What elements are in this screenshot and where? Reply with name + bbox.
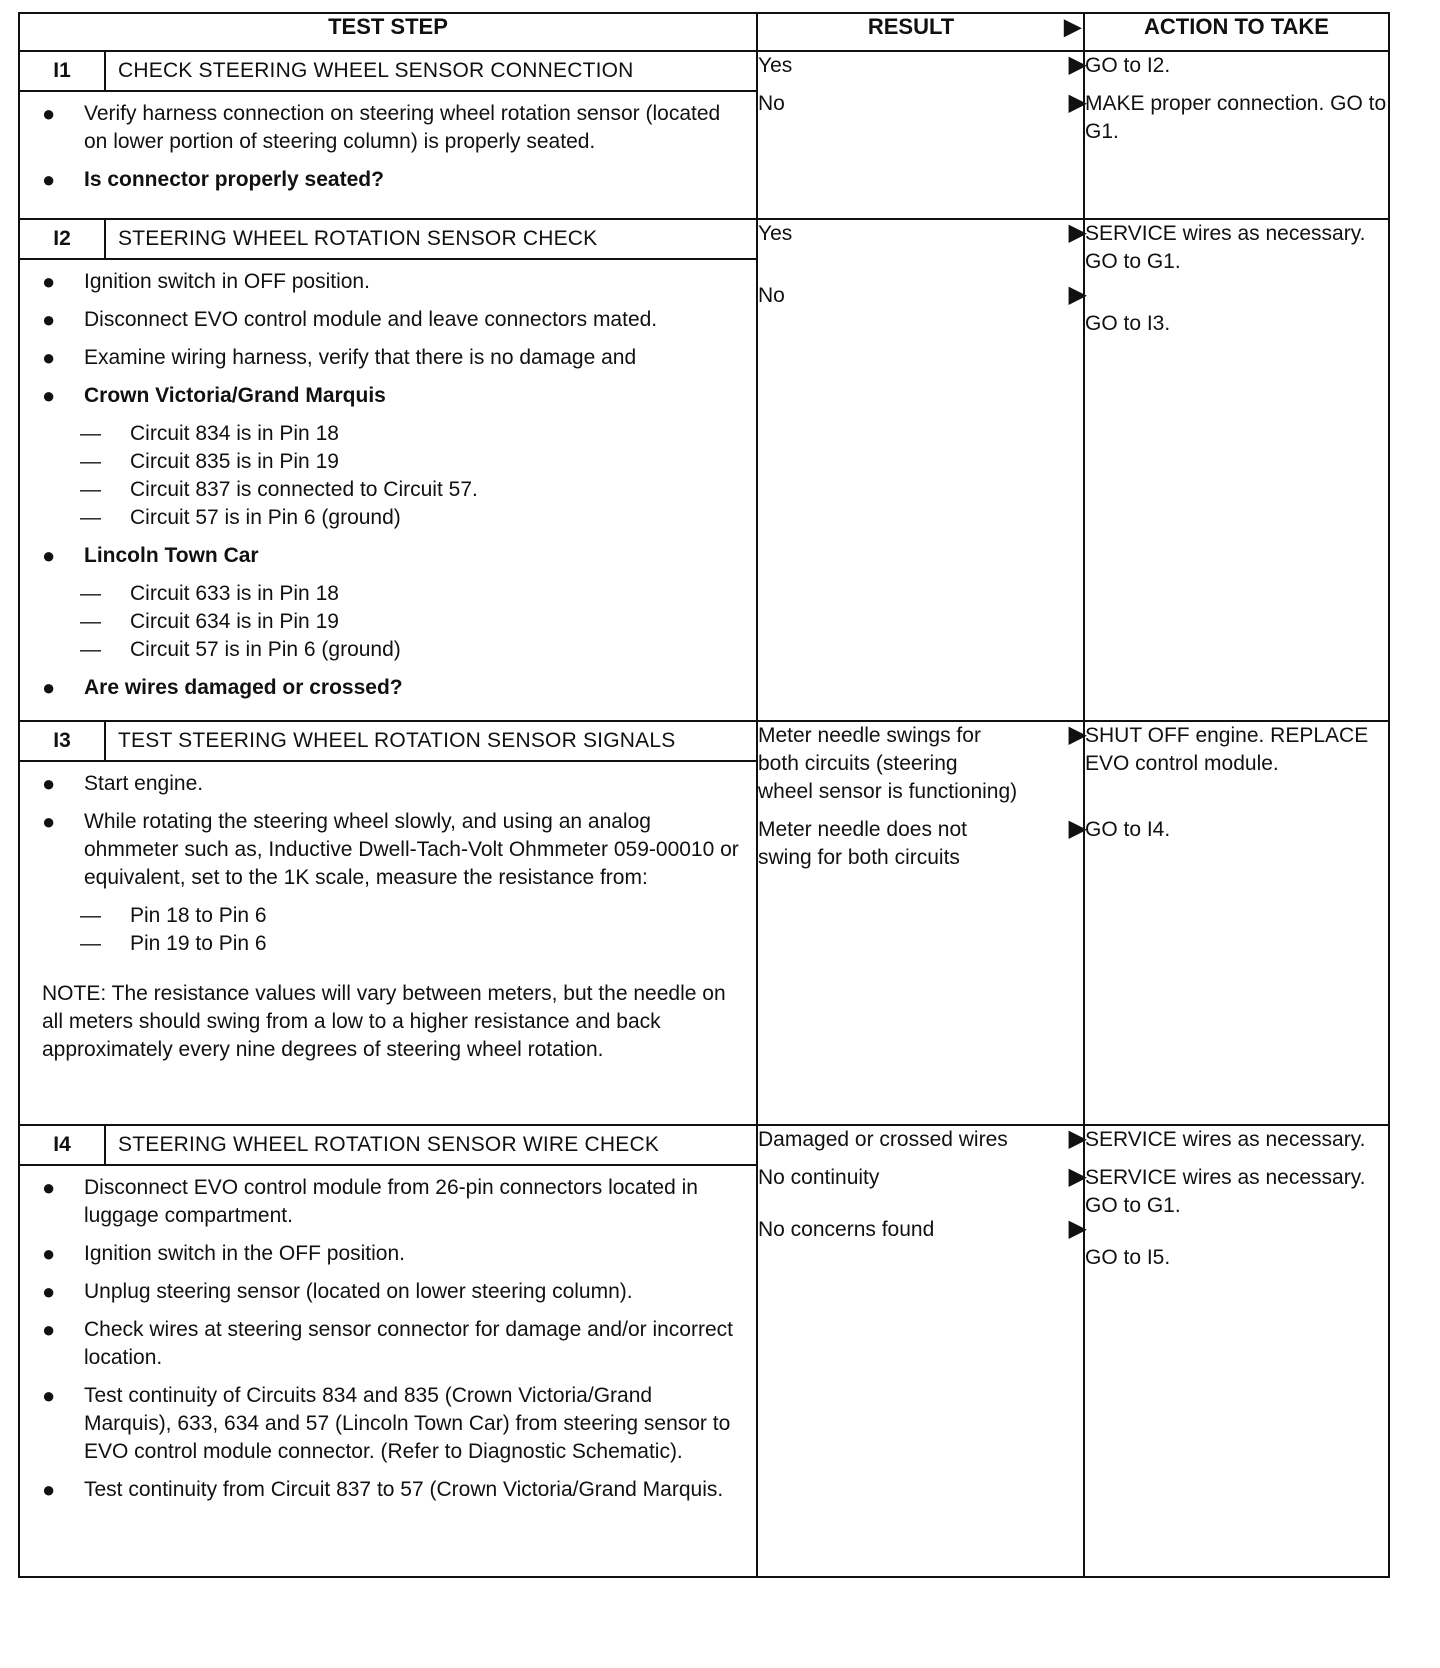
result-item xyxy=(758,1163,1087,1192)
list-item xyxy=(38,382,740,410)
bullet-icon: ● xyxy=(42,1477,56,1502)
list-item xyxy=(38,808,740,892)
test-step-cell xyxy=(19,1125,757,1577)
dash-icon: — xyxy=(80,610,101,633)
action-text: GO to I3. xyxy=(1085,312,1171,335)
arrow-icon: ▶ xyxy=(1068,281,1087,308)
step-id: I3 xyxy=(20,722,106,760)
result-item xyxy=(758,219,1087,248)
step-header xyxy=(20,52,756,92)
step-body xyxy=(20,92,756,212)
bullet-text: Ignition switch in the OFF position. xyxy=(84,1242,405,1265)
bullet-text: Start engine. xyxy=(84,772,204,795)
bullet-text: Disconnect EVO control module and leave connectors mated. xyxy=(84,308,658,331)
step-title: TEST STEERING WHEEL ROTATION SENSOR SIGNALS xyxy=(118,729,676,752)
bullet-text: Lincoln Town Car xyxy=(84,544,259,567)
list-item xyxy=(38,268,740,296)
diagnostic-table xyxy=(18,12,1390,1578)
result-item xyxy=(758,89,1087,118)
bullet-icon: ● xyxy=(42,809,56,834)
bullet-icon: ● xyxy=(42,383,56,408)
test-step-cell xyxy=(19,51,757,219)
sub-item-text: Pin 19 to Pin 6 xyxy=(130,932,267,955)
header-test-step: TEST STEP xyxy=(19,13,757,51)
result-cell xyxy=(757,1125,1087,1577)
bullet-icon: ● xyxy=(42,1241,56,1266)
bullet-icon: ● xyxy=(42,1317,56,1342)
action-text: GO to I5. xyxy=(1085,1246,1171,1269)
result-text: Damaged or crossed wires xyxy=(758,1128,1008,1151)
result-cell xyxy=(757,219,1087,721)
step-header xyxy=(20,722,756,762)
list-item xyxy=(38,1240,740,1268)
result-item xyxy=(758,1215,1087,1244)
action-text: SERVICE wires as necessary. xyxy=(1085,1128,1366,1151)
result-item xyxy=(758,1125,1087,1154)
result-item xyxy=(758,815,1087,872)
action-cell xyxy=(1084,1125,1389,1577)
dash-icon: — xyxy=(80,904,101,927)
list-item xyxy=(38,770,740,798)
test-step-cell xyxy=(19,219,757,721)
result-text: No continuity xyxy=(758,1166,880,1189)
sub-item-text: Circuit 634 is in Pin 19 xyxy=(130,610,339,633)
result-text: Yes xyxy=(758,222,793,245)
step-body xyxy=(20,762,756,1072)
arrow-icon: ▶ xyxy=(1064,14,1081,39)
dash-icon: — xyxy=(80,450,101,473)
bullet-text: Test continuity from Circuit 837 to 57 (Crown Victoria/Grand Marquis. xyxy=(84,1478,724,1501)
step-id: I2 xyxy=(20,220,106,258)
list-item xyxy=(38,1316,740,1372)
action-text: MAKE proper connection. GO to G1. xyxy=(1085,92,1387,143)
step-body xyxy=(20,260,756,720)
result-item xyxy=(758,721,1087,806)
result-text: Meter needle does not swing for both circuits xyxy=(758,818,967,869)
step-header xyxy=(20,220,756,260)
bullet-text: Disconnect EVO control module from 26-pin connectors located in luggage compartment. xyxy=(84,1176,698,1227)
list-item xyxy=(38,306,740,334)
bullet-text: While rotating the steering wheel slowly, and using an analog ohmmeter such as, Inductive Dwell-Tach-Volt Ohmmeter 059-00010 or equivalent, set to the 1K scale, measure the resistance from: xyxy=(84,810,739,889)
table-row xyxy=(19,219,1389,721)
sub-item xyxy=(80,504,740,532)
diagnostic-page xyxy=(18,12,1388,1578)
list-item xyxy=(38,100,740,156)
dash-icon: — xyxy=(80,478,101,501)
arrow-icon: ▶ xyxy=(1068,721,1087,748)
bullet-text: Unplug steering sensor (located on lower steering column). xyxy=(84,1280,633,1303)
sub-item-text: Circuit 633 is in Pin 18 xyxy=(130,582,339,605)
bullet-icon: ● xyxy=(42,269,56,294)
sub-item xyxy=(80,420,740,448)
sub-item xyxy=(80,636,740,664)
dash-icon: — xyxy=(80,506,101,529)
list-item xyxy=(38,542,740,570)
action-cell xyxy=(1084,51,1389,219)
list-item xyxy=(38,1174,740,1230)
list-item xyxy=(38,1476,740,1504)
result-text: No xyxy=(758,92,785,115)
result-cell xyxy=(757,721,1087,1125)
bullet-text: Examine wiring harness, verify that there is no damage and xyxy=(84,346,637,369)
sub-item xyxy=(80,930,740,958)
sub-item xyxy=(80,476,740,504)
bullet-icon: ● xyxy=(42,543,56,568)
bullet-icon: ● xyxy=(42,771,56,796)
action-text: SERVICE wires as necessary. GO to G1. xyxy=(1085,1166,1366,1217)
arrow-icon: ▶ xyxy=(1068,89,1087,116)
test-step-cell xyxy=(19,721,757,1125)
header-result xyxy=(757,13,1084,51)
step-id: I1 xyxy=(20,52,106,90)
table-row xyxy=(19,51,1389,219)
sub-item xyxy=(80,580,740,608)
sub-item xyxy=(80,902,740,930)
bullet-icon: ● xyxy=(42,101,56,126)
bullet-icon: ● xyxy=(42,1279,56,1304)
bullet-text: Verify harness connection on steering wheel rotation sensor (located on lower portion of steering column) is properly seated. xyxy=(84,102,721,153)
arrow-icon: ▶ xyxy=(1068,219,1087,246)
arrow-icon: ▶ xyxy=(1068,1215,1087,1242)
table-row xyxy=(19,1125,1389,1577)
bullet-text: Is connector properly seated? xyxy=(84,168,384,191)
action-text: GO to I2. xyxy=(1085,54,1171,77)
sub-item-text: Circuit 57 is in Pin 6 (ground) xyxy=(130,638,401,661)
sub-item-text: Circuit 835 is in Pin 19 xyxy=(130,450,339,473)
step-title: STEERING WHEEL ROTATION SENSOR WIRE CHECK xyxy=(118,1133,660,1156)
arrow-icon: ▶ xyxy=(1068,1125,1087,1152)
result-cell xyxy=(757,51,1087,219)
sub-item-text: Pin 18 to Pin 6 xyxy=(130,904,267,927)
bullet-icon: ● xyxy=(42,675,56,700)
header-result-label: RESULT xyxy=(867,14,955,39)
bullet-icon: ● xyxy=(42,345,56,370)
action-text: SHUT OFF engine. REPLACE EVO control module. xyxy=(1085,724,1369,775)
action-cell xyxy=(1084,721,1389,1125)
result-item xyxy=(758,51,1087,80)
result-text: Yes xyxy=(758,54,793,77)
action-text: GO to I4. xyxy=(1085,818,1171,841)
step-id: I4 xyxy=(20,1126,106,1164)
bullet-icon: ● xyxy=(42,1383,56,1408)
sub-item xyxy=(80,448,740,476)
result-item xyxy=(758,281,1087,310)
bullet-icon: ● xyxy=(42,167,56,192)
step-title: CHECK STEERING WHEEL SENSOR CONNECTION xyxy=(118,59,634,82)
dash-icon: — xyxy=(80,638,101,661)
bullet-text: Are wires damaged or crossed? xyxy=(84,676,403,699)
result-text: Meter needle swings for both circuits (steering wheel sensor is functioning) xyxy=(758,724,1018,803)
list-item xyxy=(38,1278,740,1306)
sub-item-text: Circuit 837 is connected to Circuit 57. xyxy=(130,478,478,501)
step-header xyxy=(20,1126,756,1166)
list-item xyxy=(38,166,740,194)
list-item xyxy=(38,674,740,702)
bullet-icon: ● xyxy=(42,307,56,332)
arrow-icon: ▶ xyxy=(1068,815,1087,842)
bullet-text: Crown Victoria/Grand Marquis xyxy=(84,384,386,407)
step-title: STEERING WHEEL ROTATION SENSOR CHECK xyxy=(118,227,598,250)
action-text: SERVICE wires as necessary. GO to G1. xyxy=(1085,222,1366,273)
result-text: No concerns found xyxy=(758,1218,935,1241)
sub-item-text: Circuit 834 is in Pin 18 xyxy=(130,422,339,445)
sub-item xyxy=(80,608,740,636)
bullet-text: Check wires at steering sensor connector for damage and/or incorrect location. xyxy=(84,1318,733,1369)
result-text: No xyxy=(758,284,785,307)
dash-icon: — xyxy=(80,932,101,955)
arrow-icon: ▶ xyxy=(1068,1163,1087,1190)
list-item xyxy=(38,1382,740,1466)
dash-icon: — xyxy=(80,422,101,445)
arrow-icon: ▶ xyxy=(1068,51,1087,78)
dash-icon: — xyxy=(80,582,101,605)
table-row xyxy=(19,721,1389,1125)
header-action: ACTION TO TAKE xyxy=(1084,13,1389,51)
bullet-icon: ● xyxy=(42,1175,56,1200)
sub-item-text: Circuit 57 is in Pin 6 (ground) xyxy=(130,506,401,529)
bullet-text: Ignition switch in OFF position. xyxy=(84,270,370,293)
bullet-text: Test continuity of Circuits 834 and 835 (Crown Victoria/Grand Marquis), 633, 634 and 57 (Lincoln Town Car) from steering sensor to EVO control module connector. (Refer to Diagnostic Schematic). xyxy=(84,1384,731,1463)
list-item xyxy=(38,344,740,372)
action-cell xyxy=(1084,219,1389,721)
step-note: NOTE: The resistance values will vary between meters, but the needle on all meters should swing from a low to a higher resistance and back approximately every nine degrees of steering wheel rotation. xyxy=(42,982,726,1061)
table-header-row xyxy=(19,13,1389,51)
step-body xyxy=(20,1166,756,1522)
